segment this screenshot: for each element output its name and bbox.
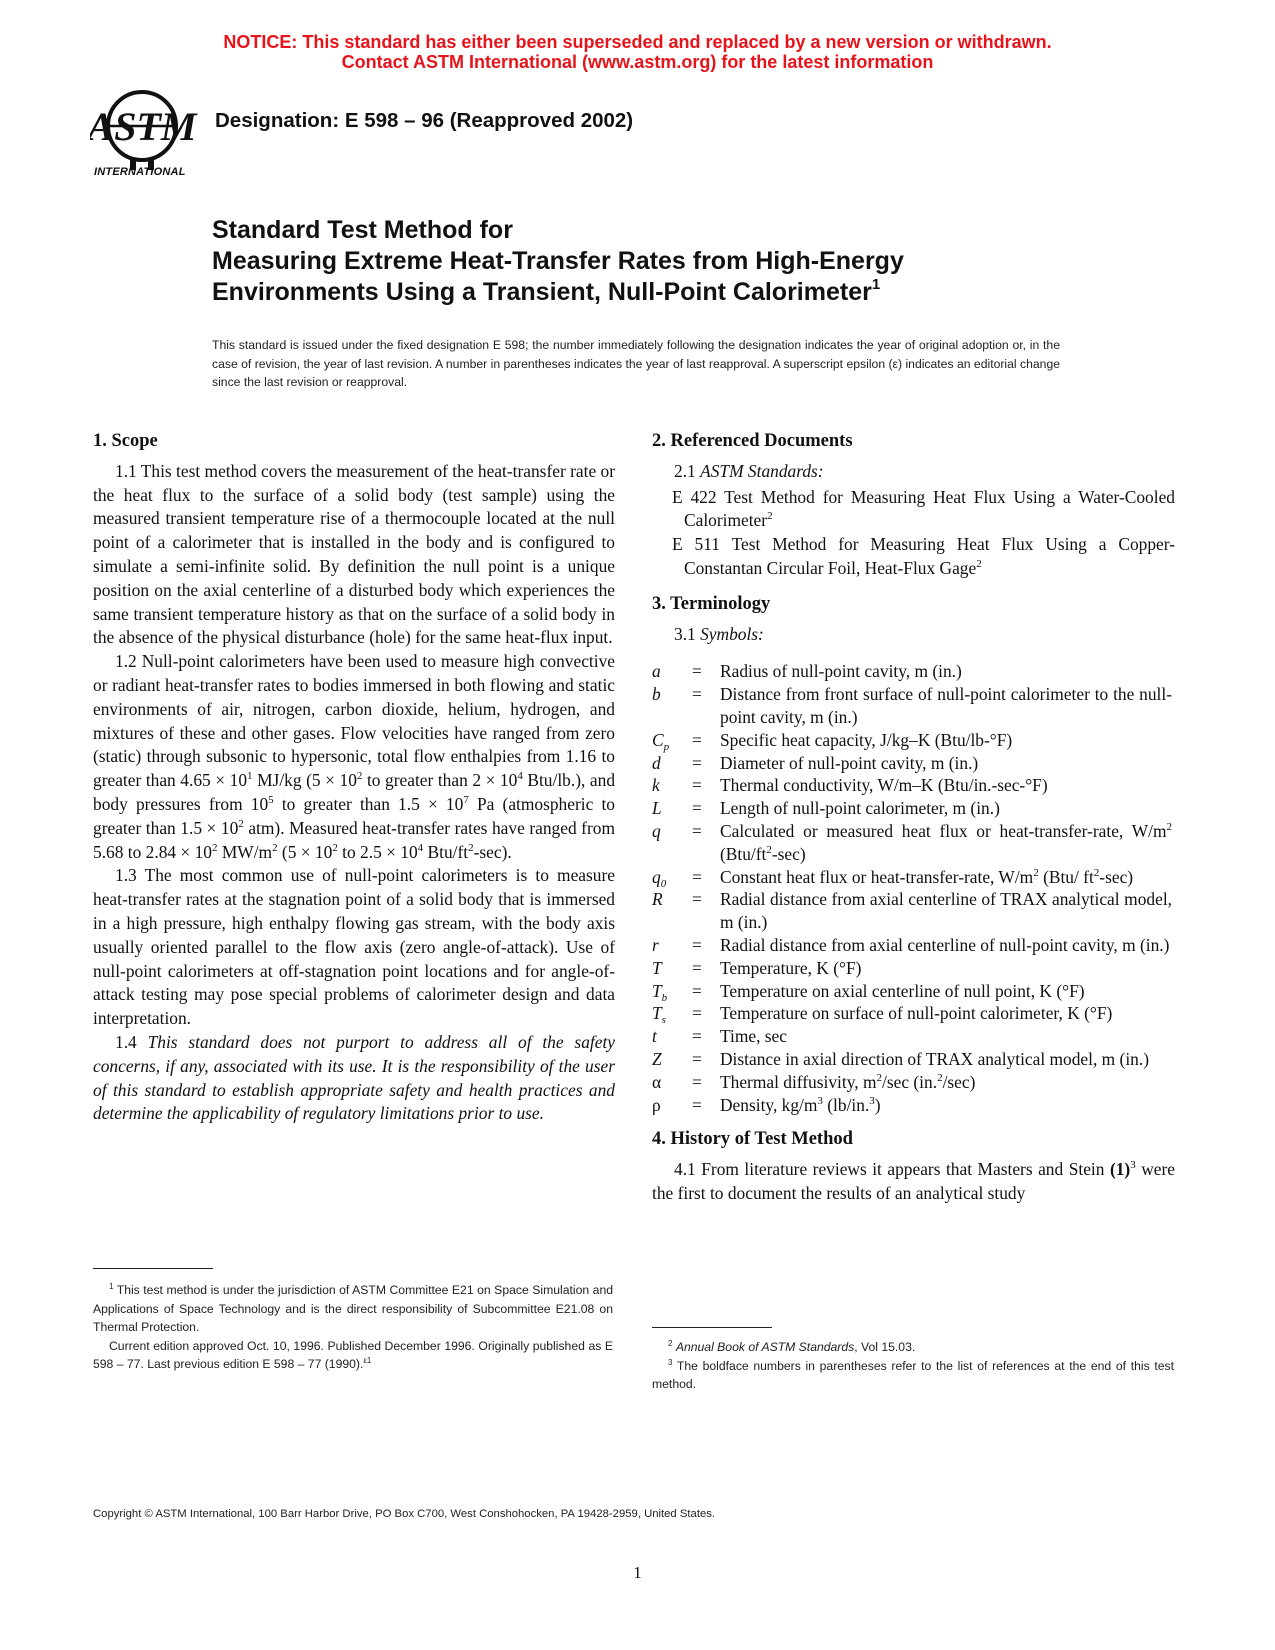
footnote-3: $^3$ The boldface numbers in parentheses refer to the list of references at the end of this test method. [652,1357,1174,1391]
paragraph-1-1: 1.1 This test method covers the measurement of the heat-transfer rate or the heat flux to the surface of a solid body (test sample) using the measured transient temperature rise of a thermocouple located at the null point of a calorimeter that is installed in the body and is configured to simulate a semi-infinite solid. By definition the null point is a unique position on the axial centerline of a disturbed body which experiences the same transient temperature history as that on the surface of a solid body in the absence of the physical disturbance (hole) for the same heat-flux input. [93,460,615,648]
symbol-row: ρ = Density, $kg/m^3$ (lb/in.$^3$) [652,1094,881,1115]
subsection-2-1: 2.1 ASTM Standards: [674,460,824,481]
symbol-row: b = Distance from front surface of null-point calorimeter to the null-point cavity, m (in.) [652,684,1172,727]
symbol-row: a = Radius of null-point cavity, m (in.) [652,661,962,682]
svg-text:ASTM: ASTM [90,104,197,149]
title-line-2: Measuring Extreme Heat-Transfer Rates from High-Energy [212,247,904,275]
section-heading-history: 4. History of Test Method [652,1129,853,1150]
footnote-divider-left [93,1268,213,1269]
title-line-1: Standard Test Method for [212,216,513,244]
issued-note: This standard is issued under the fixed designation E 598; the number immediately following the designation indicates the year of original adoption or, in the case of revision, the year of last revision. A number in parentheses indicates the year of last reapproval. A superscript epsilon (ε) indicates an editorial change since the last revision or reapproval. [212,338,1060,389]
left-column [93,430,615,1126]
symbol-row: L = Length of null-point calorimeter, m (in.) [652,798,1000,819]
footnote-1: $^1$ This test method is under the jurisdiction of ASTM Committee E21 on Space Simulation and Applications of Space Technology and is the direct responsibility of Subcommittee E21.08 on Thermal Protection. [93,1282,614,1334]
title-line-3-text: Environments Using a Transient, Null-Point Calorimeter [212,278,872,306]
footnotes-right [652,1338,1174,1394]
astm-international-logo-icon [90,88,198,184]
paragraph-1-3: 1.3 The most common use of null-point calorimeters is to measure heat-transfer rates at the stagnation point of a solid body that is immersed in a high pressure, high enthalpy flowing gas stream, with the body axis usually oriented parallel to the flow axis (zero angle-of-attack). Use of null-point calorimeters at off-stagnation point locations and for angle-of-attack testing may pose special problems of calorimeter design and data interpretation. [93,865,615,1029]
symbol-row: $T_s$ = Temperature on surface of null-point calorimeter, K (°F) [652,1003,1113,1027]
paragraph-4-1: 4.1 From literature reviews it appears that Masters and Stein $(1)^3$ were the first to document the results of an analytical study [652,1159,1175,1203]
symbol-row: R = Radial distance from axial centerline of TRAX analytical model, m (in.) [652,889,1172,933]
symbol-row: k = Thermal conductivity, W/m–K (Btu/in.-sec-°F) [652,775,1048,796]
title-line-3 [212,277,1132,308]
page-number: 1 [633,1563,642,1582]
document-title [212,215,1132,308]
symbol-row: q = Calculated or measured heat flux or heat-transfer-rate, $W/m^2$ $(Btu/ft^2-\sec)$ [652,820,1172,864]
notice-line-2: Contact ASTM International (www.astm.org) for the latest information [341,52,934,72]
symbol-row: d = Diameter of null-point cavity, m (in.) [652,752,979,773]
footnotes-left [93,1281,613,1374]
symbol-row: α = Thermal diffusivity, $m^2/\sec$ (in.$^2$/sec) [652,1071,976,1092]
footnote-2: $^2$ Annual Book of ASTM Standards, Vol 15.03. [668,1339,916,1354]
symbol-row: t = Time, sec [652,1026,787,1047]
symbols-table [652,660,1172,1116]
subsection-3-1: 3.1 Symbols: [674,623,764,644]
notice-line-1: NOTICE: This standard has either been superseded and replaced by a new version or withdrawn. [223,32,1052,52]
footnote-divider-right [652,1327,772,1328]
designation: Designation: E 598 – 96 (Reapproved 2002) [215,109,634,132]
title-footnote-mark: 1 [871,276,881,293]
symbol-row: $C_p$ = Specific heat capacity, J/kg–K (Btu/lb-°F) [652,729,1013,753]
section-heading-terminology: 3. Terminology [652,593,771,614]
copyright-line: Copyright © ASTM International, 100 Barr Harbor Drive, PO Box C700, West Conshohocken, PA 19428-2959, United States. [93,1508,716,1520]
supersession-notice [0,32,1275,72]
logo-text: INTERNATIONAL [94,166,186,178]
symbol-row: $q_0$ = Constant heat flux or heat-transfer-rate, $W/m^2$ (Btu/ $ft^2-\sec$) [652,866,1134,890]
symbol-row: $T_b$ = Temperature on axial centerline of null point, K (°F) [652,980,1085,1004]
footnote-1-edition: Current edition approved Oct. 10, 1996. Published December 1996. Originally published as E 598 – 77. Last previous edition E 598 – 77 (1990).$^{\varepsilon 1}$ [93,1338,613,1371]
paragraph-1-4: 1.4 This standard does not purport to address all of the safety concerns, if any, associated with its use. It is the responsibility of the user of this standard to establish appropriate safety and health practices and determine the applicability of regulatory limitations prior to use. [93,1031,615,1124]
symbol-row: r = Radial distance from axial centerline of null-point cavity, m (in.) [652,934,1170,955]
paragraph-1-2: 1.2 Null-point calorimeters have been used to measure high convective or radiant heat-transfer rates to bodies immersed in both flowing and static environments of air, nitrogen, carbon dioxide, helium, hydrogen, and mixtures of these and other gases. Flow velocities have ranged from zero (static) through subsonic to hypersonic, total flow enthalpies from 1.16 to greater than $4.65 \times 10^1$ MJ/kg ($5 \times 10^2$ to greater than $2 \times 10^4$ Btu/lb.), and body pressures from $10^5$ to greater than $1.5 \times 10^7$ Pa (atmospheric to greater than $1.5 \times 10^2$ atm). Measured heat-transfer rates have ranged from 5.68 to $2.84 \times 10^2$ $MW/m^2$ ($5 \times 10^2$ to $2.5 \times 10^4$ Btu/$ft^2-\sec$). [93,651,616,862]
right-column [652,430,1175,1206]
section-heading-referenced-documents: 2. Referenced Documents [652,431,853,451]
reference-e422: E 422 Test Method for Measuring Heat Flux Using a Water-Cooled Calorimeter$^2$ [672,486,1175,531]
section-heading-scope: 1. Scope [93,431,158,451]
symbol-row: T = Temperature, K (°F) [652,957,862,978]
symbol-row: Z = Distance in axial direction of TRAX analytical model, m (in.) [652,1048,1150,1069]
reference-e511: E 511 Test Method for Measuring Heat Flux Using a Copper-Constantan Circular Foil, Heat-Flux Gage$^2$ [672,534,1175,578]
